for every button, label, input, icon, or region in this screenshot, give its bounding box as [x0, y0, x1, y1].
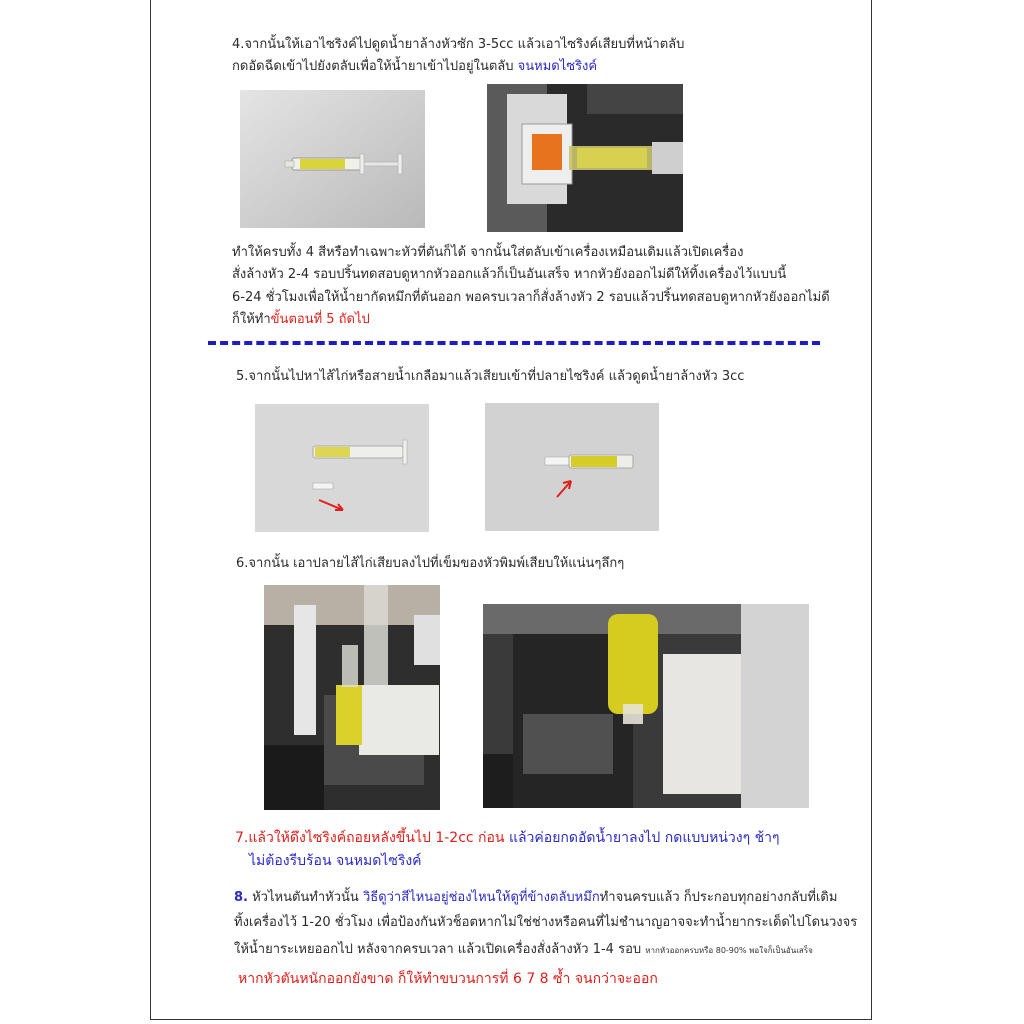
step8-number: 8. [234, 890, 248, 905]
step7-line1 [235, 827, 779, 849]
step5-line1: 5.จากนั้นไปหาไส้ไก่หรือสายน้ำเกลือมาแล้วเสียบเข้าที่ปลายไซริงค์ แล้วดูดน้ำยาล้างหัว 3cc [236, 369, 745, 384]
section-divider [208, 341, 820, 345]
photo-tube-on-syringe [485, 403, 659, 531]
para-line2: สั่งล้างหัว 2-4 รอบปริ้นทดสอบดูหากหัวออกแล้วก็เป็นอันเสร็จ หากหัวยังออกไม่ดีให้ทิ้งเครื่องไว้แบบนี้ [232, 267, 787, 282]
step8-line2: ทิ้งเครื่องไว้ 1-20 ชั่วโมง เพื่อป้องกันหัวช็อตหากไม่ใช่ช่างหรือคนที่ไม่ชำนาญอาจจะทำน้ำยากระเด็ดไปโดนวงจร [234, 915, 858, 930]
step6-line1: 6.จากนั้น เอาปลายไส้ไก่เสียบลงไปที่เข็มของหัวพิมพ์เสียบให้แน่นๆลึกๆ [236, 556, 625, 571]
step4-line2-highlight: จนหมดไซริงค์ [517, 59, 598, 74]
step4-line2 [232, 56, 597, 78]
photo-tube-and-syringe [255, 404, 429, 532]
step7-number: 7. [235, 830, 249, 846]
photo-syringe-filled [240, 90, 425, 228]
photo-syringe-into-cartridge [487, 84, 683, 232]
photo-insert-printhead-2 [483, 604, 809, 808]
step8-line3-note: หากหัวออกครบหรือ 80-90% พอใจก็เป็นอันเสร็จ [645, 946, 813, 955]
step4-line1: 4.จากนั้นให้เอาไซริงค์ไปดูดน้ำยาล้างหัวซัก 3-5cc แล้วเอาไซริงค์เสียบที่หน้าตลับ [232, 37, 685, 52]
para-line4 [232, 309, 370, 331]
step8-line3-text: ให้น้ำยาระเหยออกไป หลังจากครบเวลา แล้วเปิดเครื่องสั่งล้างหัว 1-4 รอบ [234, 942, 646, 957]
step8-line1-rest: ทำจนครบแล้ว ก็ประกอบทุกอย่างกลับที่เดิม [599, 890, 838, 905]
para-line4-highlight: ขั้นตอนที่ 5 ถัดไป [270, 312, 370, 327]
step8-line1 [234, 887, 837, 909]
para-line1: ทำให้ครบทั้ง 4 สีหรือทำเฉพาะหัวที่ตันก็ได้ จากนั้นใส่ตลับเข้าเครื่องเหมือนเดิมแล้วเปิดเครื่อง [232, 245, 744, 260]
step8-line3 [234, 939, 813, 962]
para-line3: 6-24 ชั่วโมงเพื่อให้น้ำยากัดหมึกที่ตันออก พอครบเวลาก็สั่งล้างหัว 2 รอบแล้วปริ้นทดสอบดูหากหัวยังออกไม่ดี [232, 290, 830, 305]
step8-line1-highlight: วิธีดูว่าสีไหนอยู่ช่องไหนให้ดูที่ข้างตลับหมึก [362, 890, 600, 905]
step7-line2: ไม่ต้องรีบร้อน จนหมดไซริงค์ [249, 853, 422, 869]
step8-line1-text: หัวไหนตันทำหัวนั้น [247, 890, 363, 905]
step7-line1-blue: แล้วค่อยกดอัดน้ำยาลงไป กดแบบหน่วงๆ ช้าๆ [504, 830, 780, 846]
step7-line1-red: แล้วให้ดึงไซริงค์ถอยหลังขึ้นไป 1-2cc ก่อน [248, 830, 505, 846]
step8-line4: หากหัวตันหนักออกยังขาด ก็ให้ทำขบวนการที่ 6 7 8 ซ้ำ จนกว่าจะออก [238, 971, 658, 987]
step4-line2-text: กดอัดฉีดเข้าไปยังตลับเพื่อให้น้ำยาเข้าไปอยู่ในตลับ [232, 59, 518, 74]
photo-insert-printhead-1 [264, 585, 440, 810]
para-line4-text: ก็ให้ทำ [232, 312, 271, 327]
